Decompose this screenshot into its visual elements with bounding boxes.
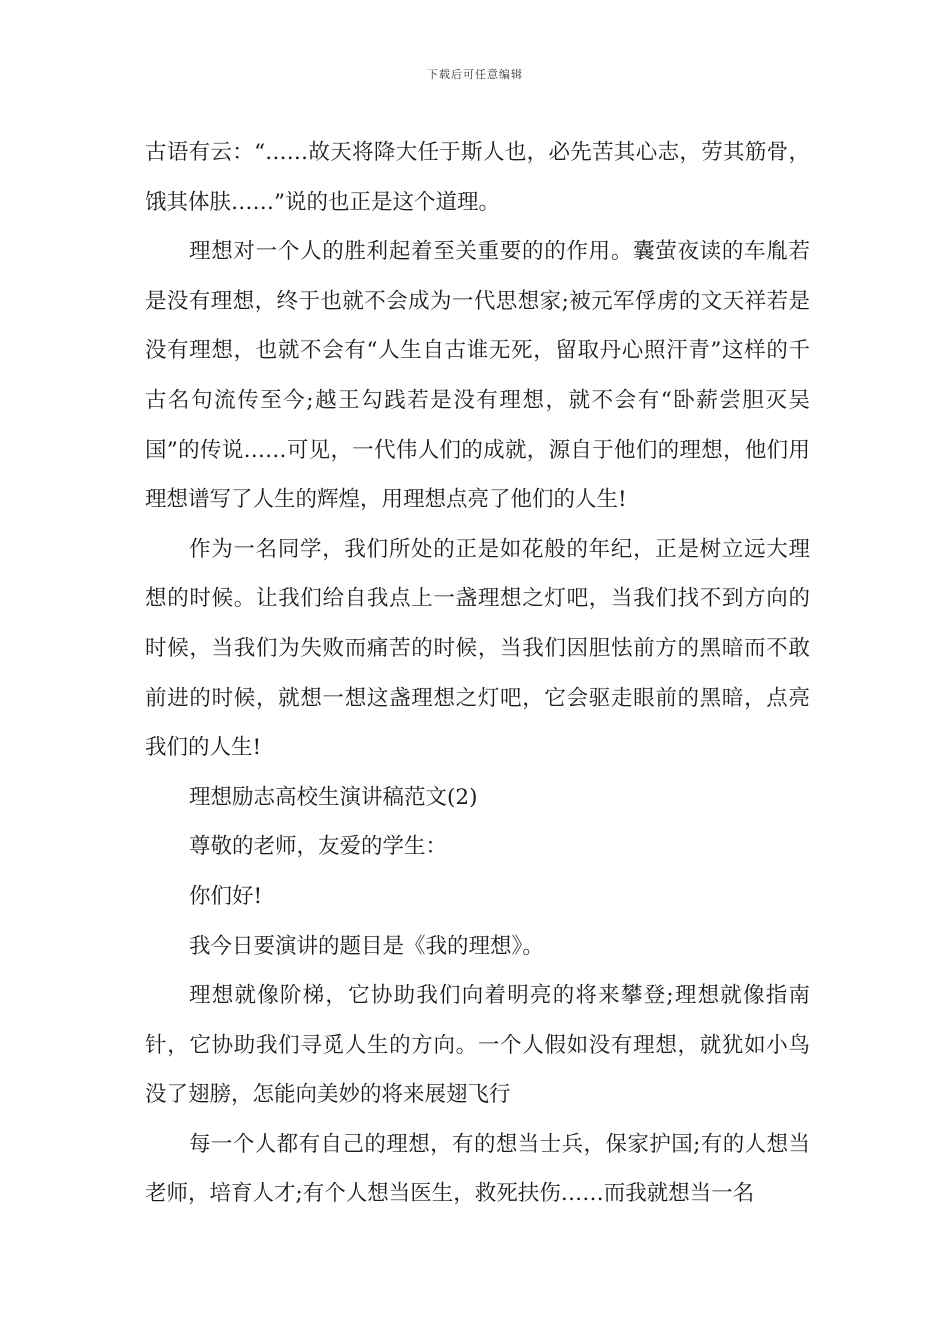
paragraph-9: 每一个人都有自己的理想，有的想当士兵，保家护国;有的人想当老师，培育人才;有个人想当医生，救死扶伤……而我就想当一名 (145, 1131, 810, 1207)
speech-topic: 我今日要演讲的题目是《我的理想》。 (189, 933, 544, 959)
greeting: 你们好! (189, 883, 263, 909)
page-header-note: 下载后可任意编辑 (427, 68, 523, 81)
section-title: 理想励志高校生演讲稿范文(2) (189, 784, 478, 810)
salutation: 尊敬的老师，友爱的学生： (189, 834, 448, 860)
paragraph-8: 理想就像阶梯，它协助我们向着明亮的将来攀登;理想就像指南针，它协助我们寻觅人生的方向。一个人假如没有理想，就犹如小鸟没了翅膀，怎能向美妙的将来展翅飞行 (145, 983, 810, 1108)
paragraph-1: 古语有云：“……故天将降大任于斯人也，必先苦其心志，劳其筋骨，饿其体肤……”说的也正是这个道理。 (145, 140, 810, 215)
document-body (145, 128, 810, 1219)
paragraph-2: 理想对一个人的胜利起着至关重要的的作用。囊萤夜读的车胤若是没有理想，终于也就不会成为一代思想家;被元军俘虏的文天祥若是没有理想，也就不会有“人生自古谁无死，留取丹心照汗青”这样的千古名句流传至今;越王勾践若是没有理想，就不会有“卧薪尝胆灭吴国”的传说……可见，一代伟人们的成就，源自于他们的理想，他们用理想谱写了人生的辉煌，用理想点亮了他们的人生! (145, 239, 810, 513)
paragraph-3: 作为一名同学，我们所处的正是如花般的年纪，正是树立远大理想的时候。让我们给自我点上一盏理想之灯吧，当我们找不到方向的时候，当我们为失败而痛苦的时候，当我们因胆怯前方的黑暗而不敢前进的时候，就想一想这盏理想之灯吧，它会驱走眼前的黑暗，点亮我们的人生! (145, 536, 810, 761)
